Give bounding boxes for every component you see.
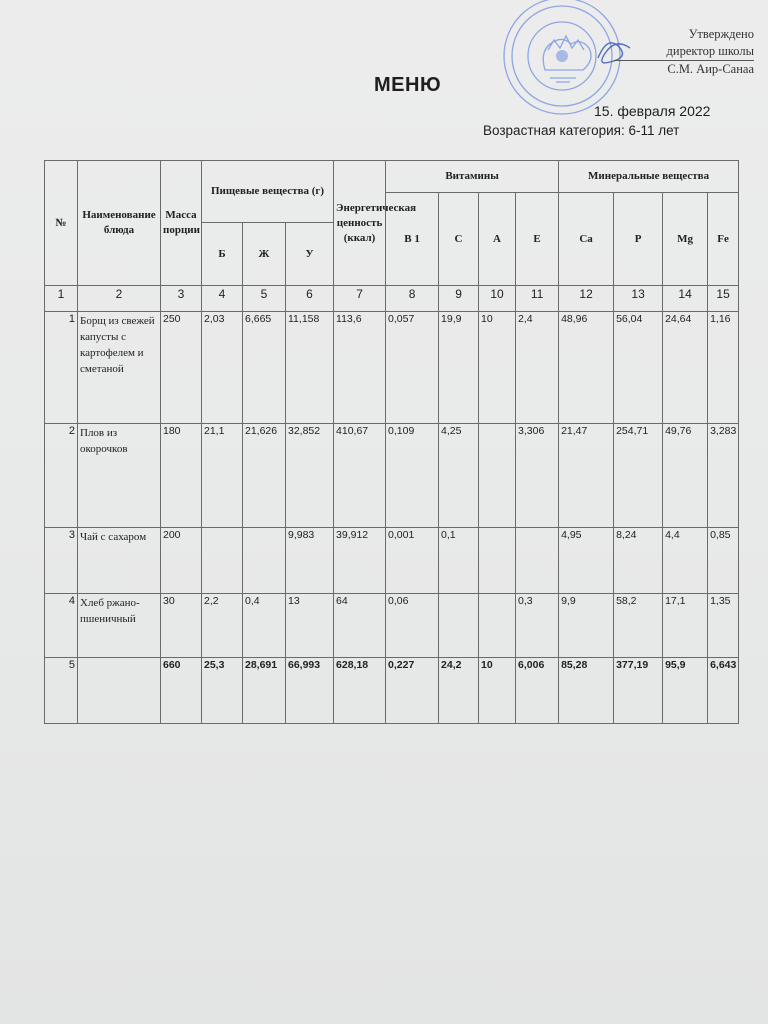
column-number: 1	[45, 286, 78, 312]
dish-value: 0,3	[516, 594, 559, 658]
dish-value: 0,06	[386, 594, 439, 658]
dish-value: 180	[161, 424, 202, 528]
dish-value: 410,67	[334, 424, 386, 528]
dish-value: 660	[161, 658, 202, 724]
dish-name: Плов из окорочков	[78, 424, 161, 528]
dish-value	[479, 528, 516, 594]
dish-value: 95,9	[663, 658, 708, 724]
column-number: 4	[202, 286, 243, 312]
dish-value: 56,04	[614, 312, 663, 424]
dish-value: 4,95	[559, 528, 614, 594]
dish-value: 4,4	[663, 528, 708, 594]
header-vitamins: Витамины	[386, 161, 559, 193]
approval-signatory: С.М. Аир-Санаа	[614, 60, 754, 78]
column-number: 7	[334, 286, 386, 312]
dish-value: 250	[161, 312, 202, 424]
dish-value: 48,96	[559, 312, 614, 424]
dish-value: 24,2	[439, 658, 479, 724]
header-carbs: У	[286, 223, 334, 286]
dish-value: 13	[286, 594, 334, 658]
approval-label: Утверждено	[688, 27, 754, 41]
dish-value: 21,626	[243, 424, 286, 528]
dish-value: 4,25	[439, 424, 479, 528]
dish-name: Чай с сахаром	[78, 528, 161, 594]
dish-value: 0,1	[439, 528, 479, 594]
column-number: 15	[708, 286, 739, 312]
dish-value: 32,852	[286, 424, 334, 528]
dish-row	[45, 594, 739, 658]
header-protein: Б	[202, 223, 243, 286]
dish-value: 30	[161, 594, 202, 658]
menu-date: 15. февраля 2022	[594, 103, 711, 119]
column-number: 13	[614, 286, 663, 312]
column-number: 12	[559, 286, 614, 312]
row-index: 5	[45, 658, 78, 724]
header-b1: В 1	[386, 193, 439, 286]
header-nutrients: Пищевые вещества (г)	[202, 161, 334, 223]
dish-value	[243, 528, 286, 594]
dish-value: 2,03	[202, 312, 243, 424]
dish-value: 10	[479, 312, 516, 424]
dish-value: 3,306	[516, 424, 559, 528]
dish-value: 6,006	[516, 658, 559, 724]
header-portion-mass: Масса порции	[161, 161, 202, 286]
header-fat: Ж	[243, 223, 286, 286]
header-a: А	[479, 193, 516, 286]
dish-value: 628,18	[334, 658, 386, 724]
dish-row	[45, 424, 739, 528]
dish-value: 377,19	[614, 658, 663, 724]
dish-value: 0,227	[386, 658, 439, 724]
header-dish-name: Наименование блюда	[78, 161, 161, 286]
dish-value: 1,35	[708, 594, 739, 658]
header-minerals: Минеральные вещества	[559, 161, 739, 193]
column-number: 11	[516, 286, 559, 312]
dish-value: 6,665	[243, 312, 286, 424]
row-index: 4	[45, 594, 78, 658]
page-title: МЕНЮ	[374, 74, 442, 96]
dish-value: 0,4	[243, 594, 286, 658]
header-c: С	[439, 193, 479, 286]
column-number: 9	[439, 286, 479, 312]
dish-value: 21,1	[202, 424, 243, 528]
dish-row	[45, 528, 739, 594]
row-index: 2	[45, 424, 78, 528]
header-p: Р	[614, 193, 663, 286]
dish-value: 9,9	[559, 594, 614, 658]
row-index: 3	[45, 528, 78, 594]
dish-value: 10	[479, 658, 516, 724]
dish-value: 0,057	[386, 312, 439, 424]
dish-value: 11,158	[286, 312, 334, 424]
dish-value: 21,47	[559, 424, 614, 528]
approval-block	[614, 26, 754, 78]
dish-value: 0,001	[386, 528, 439, 594]
dish-value: 6,643	[708, 658, 739, 724]
dish-value: 39,912	[334, 528, 386, 594]
dish-value: 1,16	[708, 312, 739, 424]
dish-value: 254,71	[614, 424, 663, 528]
dish-value	[479, 424, 516, 528]
page-bottom-margin	[44, 738, 738, 739]
dish-row	[45, 312, 739, 424]
dish-value: 0,109	[386, 424, 439, 528]
dish-value: 58,2	[614, 594, 663, 658]
dish-value: 200	[161, 528, 202, 594]
header-energy: Энергетическая ценность (ккал)	[334, 161, 386, 286]
header-mg: Mg	[663, 193, 708, 286]
dish-value: 25,3	[202, 658, 243, 724]
column-number: 3	[161, 286, 202, 312]
dish-value: 66,993	[286, 658, 334, 724]
header-num: №	[45, 161, 78, 286]
column-number: 14	[663, 286, 708, 312]
header-fe: Fe	[708, 193, 739, 286]
dish-value: 19,9	[439, 312, 479, 424]
dish-value	[516, 528, 559, 594]
dish-value: 9,983	[286, 528, 334, 594]
column-number: 6	[286, 286, 334, 312]
column-number: 10	[479, 286, 516, 312]
dish-value: 85,28	[559, 658, 614, 724]
dish-name: Борщ из свежей капусты с картофелем и сметаной	[78, 312, 161, 424]
dish-value: 24,64	[663, 312, 708, 424]
dish-value: 49,76	[663, 424, 708, 528]
column-number: 2	[78, 286, 161, 312]
dish-value: 0,85	[708, 528, 739, 594]
dish-name: Хлеб ржано-пшеничный	[78, 594, 161, 658]
dish-value: 3,283	[708, 424, 739, 528]
column-number: 8	[386, 286, 439, 312]
row-index: 1	[45, 312, 78, 424]
dish-value	[202, 528, 243, 594]
age-category: Возрастная категория: 6-11 лет	[483, 123, 680, 138]
dish-value: 2,2	[202, 594, 243, 658]
dish-value	[479, 594, 516, 658]
total-row	[45, 658, 739, 724]
dish-value: 113,6	[334, 312, 386, 424]
dish-value: 64	[334, 594, 386, 658]
header-e: Е	[516, 193, 559, 286]
menu-table	[44, 160, 739, 724]
dish-name	[78, 658, 161, 724]
dish-value	[439, 594, 479, 658]
column-number: 5	[243, 286, 286, 312]
dish-value: 17,1	[663, 594, 708, 658]
header-ca: Са	[559, 193, 614, 286]
dish-value: 8,24	[614, 528, 663, 594]
dish-value: 28,691	[243, 658, 286, 724]
approval-position: директор школы	[666, 44, 754, 58]
column-numbers-row	[45, 286, 739, 312]
dish-value: 2,4	[516, 312, 559, 424]
